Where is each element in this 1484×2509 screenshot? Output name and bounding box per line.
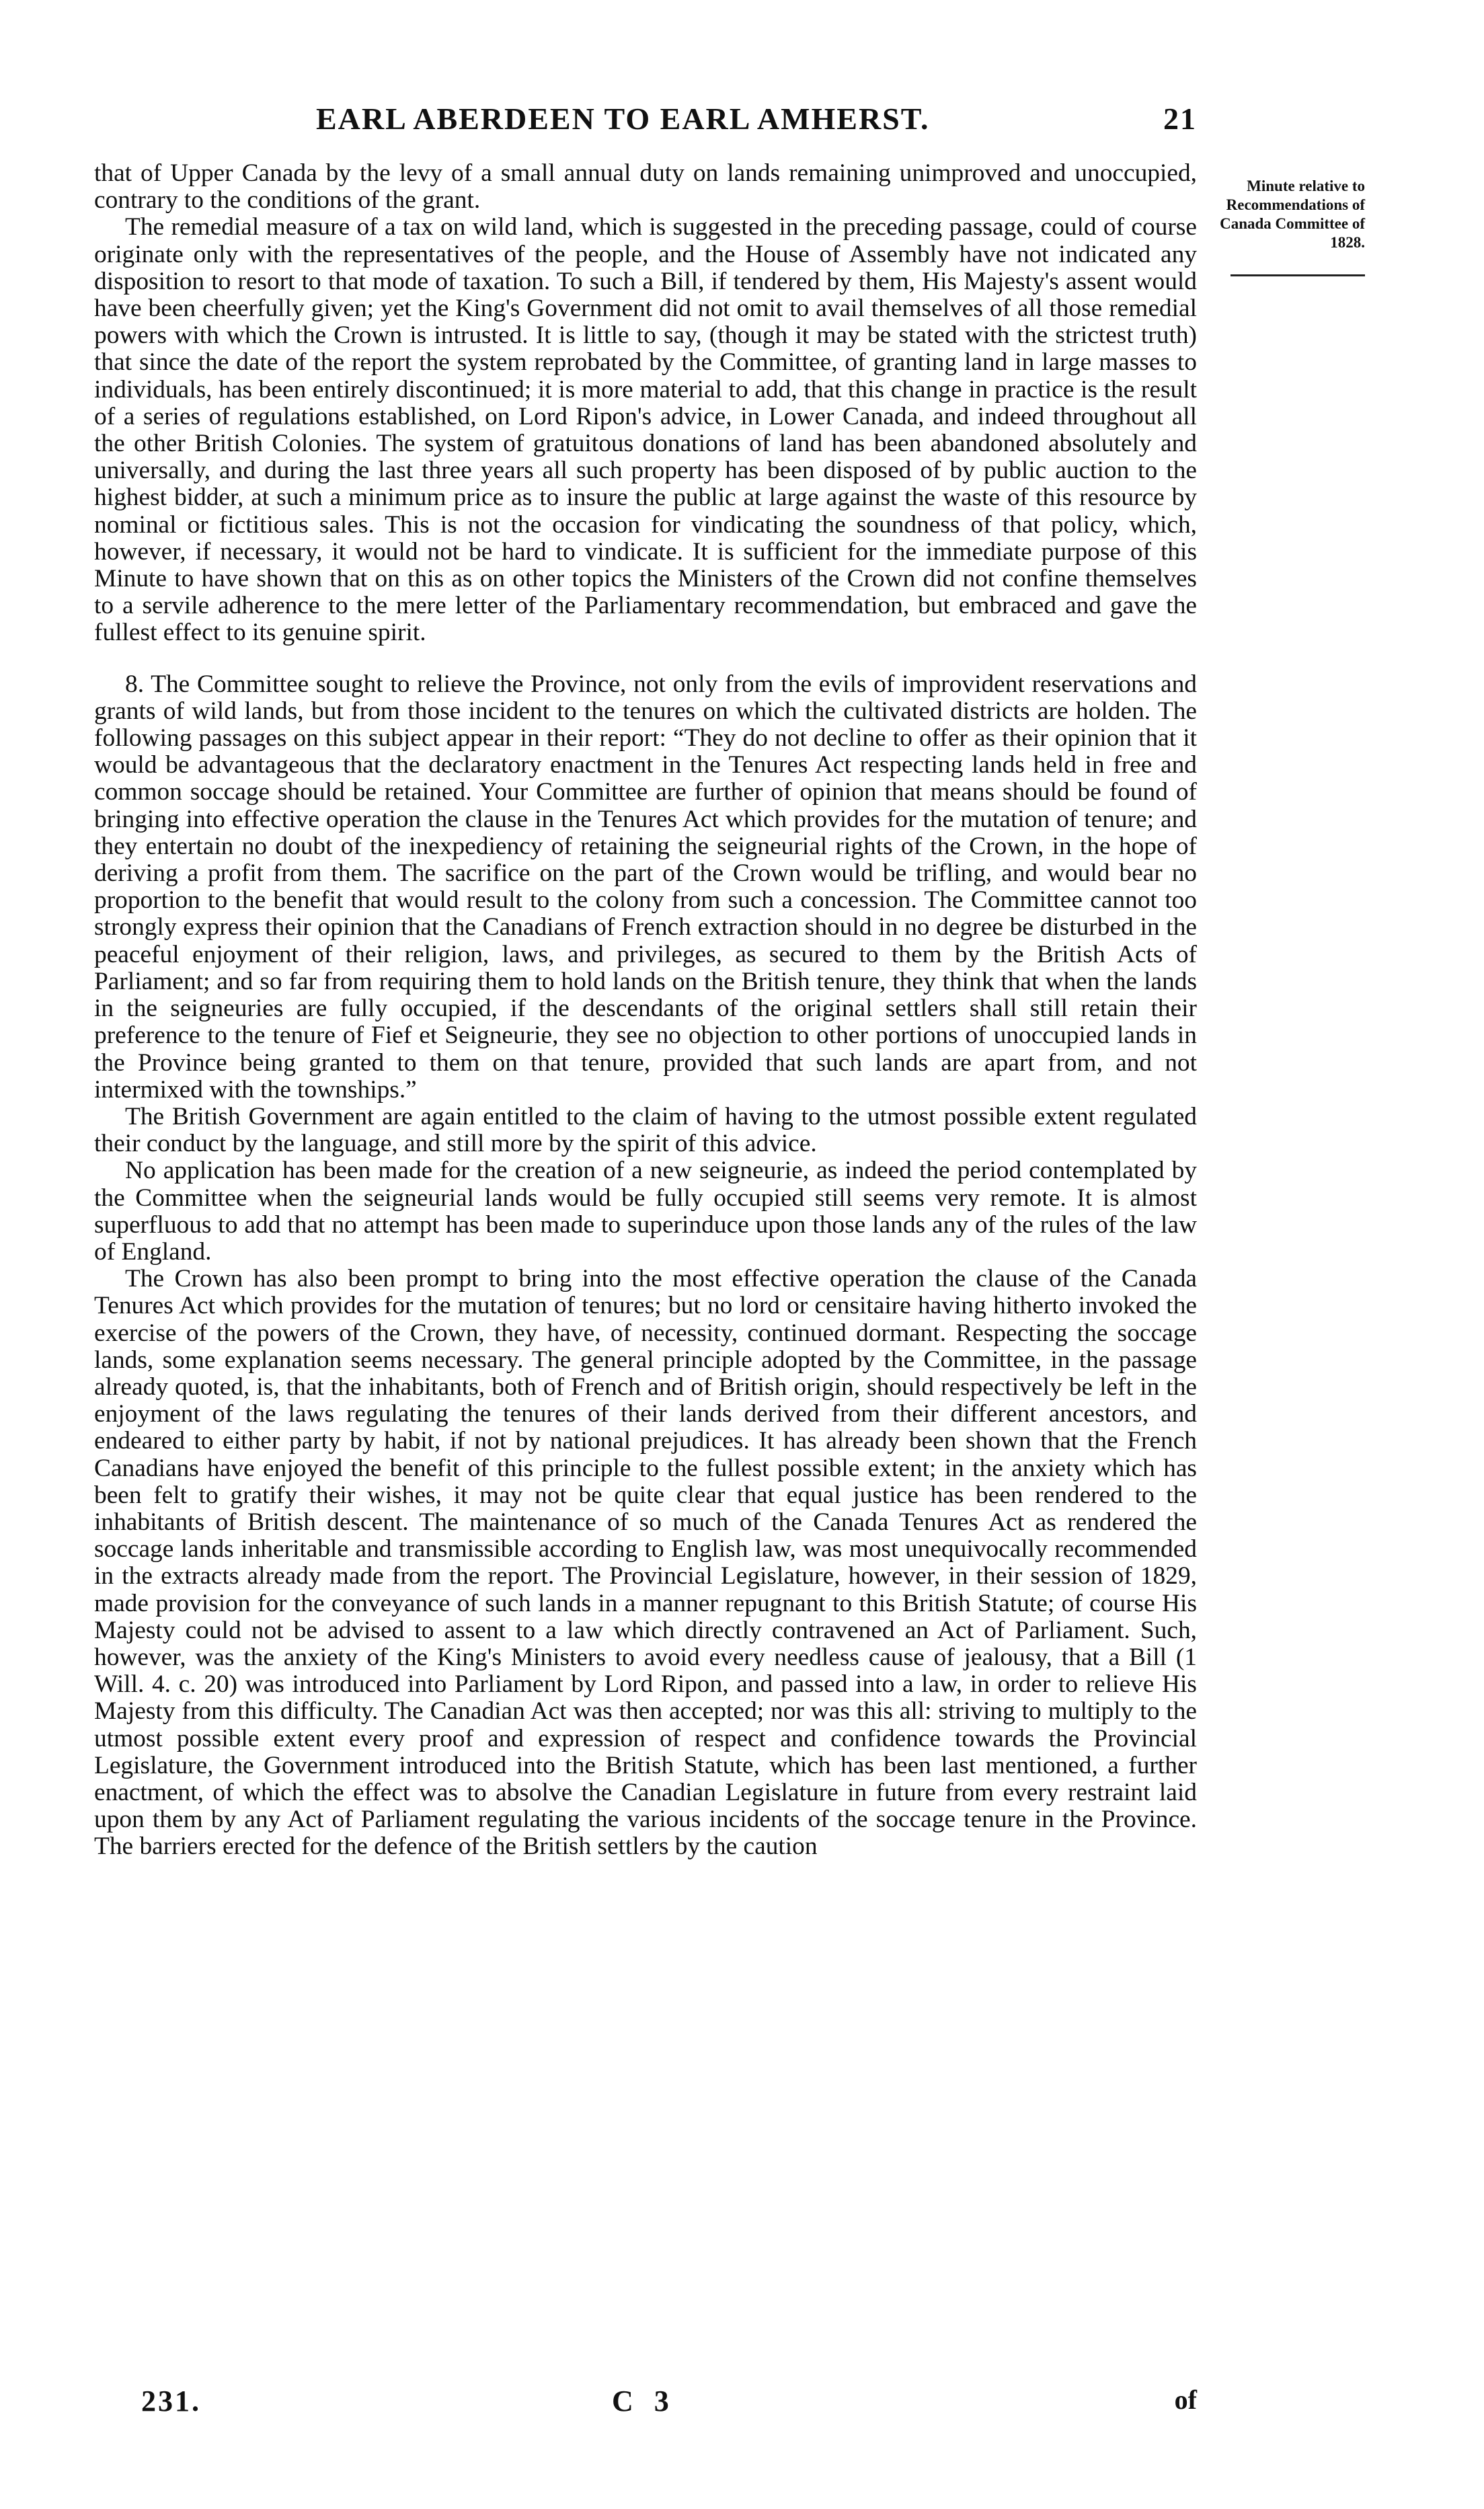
paragraph-crown-prompt: The Crown has also been prompt to bring into the most effective operation the clause of the Canada Tenures Act which provides for the mutation of tenures; but no lord or censitaire having hitherto invoked the exercise of the powers of the Crown, they have, of necessity, continued dormant. Respecting the soccage lands, some explanation seems necessary. The general principle adopted by the Committee, in the passage already quoted, is, that the inhabitants, both of French and of British origin, should respectively be left in the enjoyment of the laws regulating the tenures of their lands derived from their different ancestors, and endeared to either party by habit, if not by national prejudices. It has already been shown that the French Canadians have enjoyed the benefit of this principle to the fullest possible extent; in the anxiety which has been felt to gratify their wishes, it may not be quite clear that equal justice has been rendered to the inhabitants of British descent. The maintenance of so much of the Canada Tenures Act as rendered the soccage lands inheritable and transmissible according to English law, was most unequivocally recommended in the extracts already made from the report. The Provincial Legislature, however, in their session of 1829, made provision for the conveyance of such lands in a manner repugnant to this British Statute; of course His Majesty could not be advised to assent to a law which directly contravened an Act of Parliament. Such, however, was the anxiety of the King's Ministers to avoid every needless cause of jealousy, that a Bill (1 Will. 4. c. 20) was introduced into Parliament by Lord Ripon, and passed into a law, in order to relieve His Majesty from this difficulty. The Canadian Act was then accepted; nor was this all: striving to multiply to the utmost possible extent every proof and expression of respect and confidence towards the Provincial Legislature, the Government introduced into the British Statute, which has been last mentioned, a further enactment, of which the effect was to absolve the Canadian Legislature in future from every restraint laid upon them by any Act of Parliament regulating the various incidents of the soccage tenure in the Province. The barriers erected for the defence of the British settlers by the caution (94, 1265, 1197, 1861)
catchword: of (1174, 2385, 1197, 2415)
signature-mark: C 3 (612, 2385, 676, 2418)
paragraph-section-8: 8. The Committee sought to relieve the Province, not only from the evils of improvident reservations and grants of wild lands, but from those incident to the tenures on which the cultivated districts are holden. The following passages on this subject appear in their report: “They do not decline to offer as their opinion that it would be advantageous that the declaratory enactment in the Tenures Act respecting lands held in free and common soccage should be retained. Your Committee are further of opinion that means should be found of bringing into effective operation the clause in the Tenures Act which provides for the mutation of tenure; and they entertain no doubt of the inexpediency of retaining the seigneurial rights of the Crown, in the hope of deriving a profit from them. The sacrifice on the part of the Crown would be trifling, and would bear no proportion to the benefit that would result to the colony from such a concession. The Committee cannot too strongly express their opinion that the Canadians of French extraction should in no degree be disturbed in the peaceful enjoyment of their religion, laws, and privileges, as secured to them by the British Acts of Parliament; and so far from requiring them to hold lands on the British tenure, they think that when the lands in the seigneuries are fully occupied, if the descendants of the original settlers shall still retain their preference to the tenure of Fief et Seigneurie, they see no objection to other portions of unoccupied lands in the Province being granted to them on that tenure, provided that such lands are apart from, and not intermixed with the townships.” (94, 670, 1197, 1104)
paragraph-new-seigneurie: No application has been made for the creation of a new seigneurie, as indeed the period contemplated by the Committee when the seigneurial lands would be fully occupied still seems very remote. It is almost superfluous to add that no attempt has been made to superinduce upon those lands any of the rules of the law of England. (94, 1157, 1197, 1266)
marginal-note: Minute relative to Recommendations of Canada Committee of 1828. (1220, 178, 1365, 251)
page-body (94, 160, 1197, 1861)
marginal-note-rule (1231, 274, 1365, 276)
paragraph-remedial-measure: The remedial measure of a tax on wild land, which is suggested in the preceding passage, could of course originate only with the representatives of the people, and the House of Assembly have not indicated any disposition to resort to that mode of taxation. To such a Bill, if tendered by them, His Majesty's assent would have been cheerfully given; yet the King's Government did not omit to avail themselves of all those remedial powers with which the Crown is intrusted. It is little to say, (though it may be stated with the strictest truth) that since the date of the report the system reprobated by the Committee, of granting land in large masses to individuals, has been entirely discontinued; it is more material to add, that this change in practice is the result of a series of regulations established, on Lord Ripon's advice, in Lower Canada, and indeed throughout all the other British Colonies. The system of gratuitous donations of land has been abandoned absolutely and universally, and during the last three years all such property has been disposed of by public auction to the highest bidder, at such a minimum price as to insure the public at large against the waste of this resource by nominal or fictitious sales. This is not the occasion for vindicating the soundness of that policy, which, however, if necessary, it would not be hard to vindicate. It is sufficient for the immediate purpose of this Minute to have shown that on this as on other topics the Ministers of the Crown did not confine themselves to a servile adherence to the mere letter of the Parliamentary recommendation, but embraced and gave the fullest effect to its genuine spirit. (94, 213, 1197, 647)
paragraph-british-government: The British Government are again entitled to the claim of having to the utmost possible extent regulated their conduct by the language, and still more by the spirit of this advice. (94, 1102, 1197, 1158)
paragraph-continuation: that of Upper Canada by the levy of a small annual duty on lands remaining unimproved and unoccupied, contrary to the conditions of the grant. (94, 159, 1197, 215)
page-number: 21 (1163, 102, 1197, 136)
signature-number: 231. (141, 2385, 201, 2418)
running-title: EARL ABERDEEN TO EARL AMHERST. (316, 102, 930, 136)
